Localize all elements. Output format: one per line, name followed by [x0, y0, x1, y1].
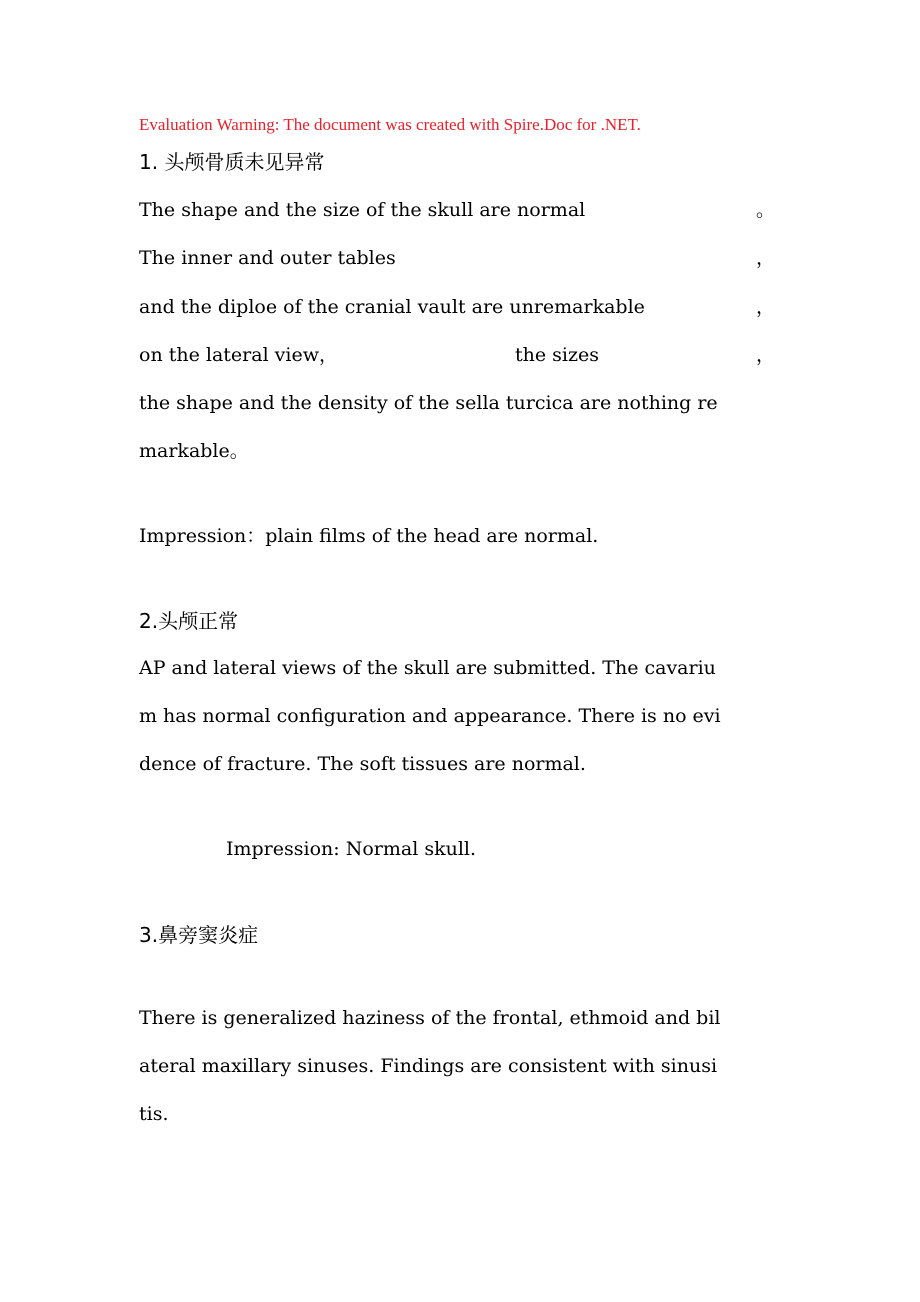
- section-1-line-6: markable。: [139, 440, 249, 462]
- section-3-line-1: There is generalized haziness of the frontal, ethmoid and bil: [139, 1007, 721, 1029]
- section-1-line-3-end: ，: [756, 296, 776, 318]
- section-1-line-2: The inner and outer tables: [139, 247, 396, 269]
- section-2-impression: Impression: Normal skull.: [226, 838, 477, 860]
- section-1-line-3: and the diploe of the cranial vault are unremarkable: [139, 296, 645, 318]
- section-1-line-5: the shape and the density of the sella turcica are nothing re: [139, 392, 718, 414]
- section-1-line-2-end: ，: [756, 247, 776, 269]
- section-1-line-4-mid: the sizes: [515, 344, 599, 366]
- section-2-line-3: dence of fracture. The soft tissues are normal.: [139, 753, 586, 775]
- section-3-line-2: ateral maxillary sinuses. Findings are consistent with sinusi: [139, 1055, 718, 1077]
- evaluation-warning: Evaluation Warning: The document was created with Spire.Doc for .NET.: [139, 115, 641, 134]
- section-2-line-1: AP and lateral views of the skull are submitted. The cavariu: [139, 657, 716, 679]
- section-1-impression: Impression：plain films of the head are normal.: [139, 525, 599, 547]
- section-2-heading: 2.头颅正常: [139, 609, 239, 633]
- section-1-line-1-end: 。: [756, 199, 776, 221]
- section-1-line-4-end: ，: [756, 344, 776, 366]
- section-1-heading: 1. 头颅骨质未见异常: [139, 150, 325, 174]
- section-3-line-3: tis.: [139, 1103, 169, 1125]
- section-1-line-1: The shape and the size of the skull are normal: [139, 199, 586, 221]
- section-3-heading: 3.鼻旁窦炎症: [139, 923, 259, 947]
- section-2-line-2: m has normal configuration and appearance. There is no evi: [139, 705, 721, 727]
- section-1-line-4: on the lateral view，: [139, 344, 338, 366]
